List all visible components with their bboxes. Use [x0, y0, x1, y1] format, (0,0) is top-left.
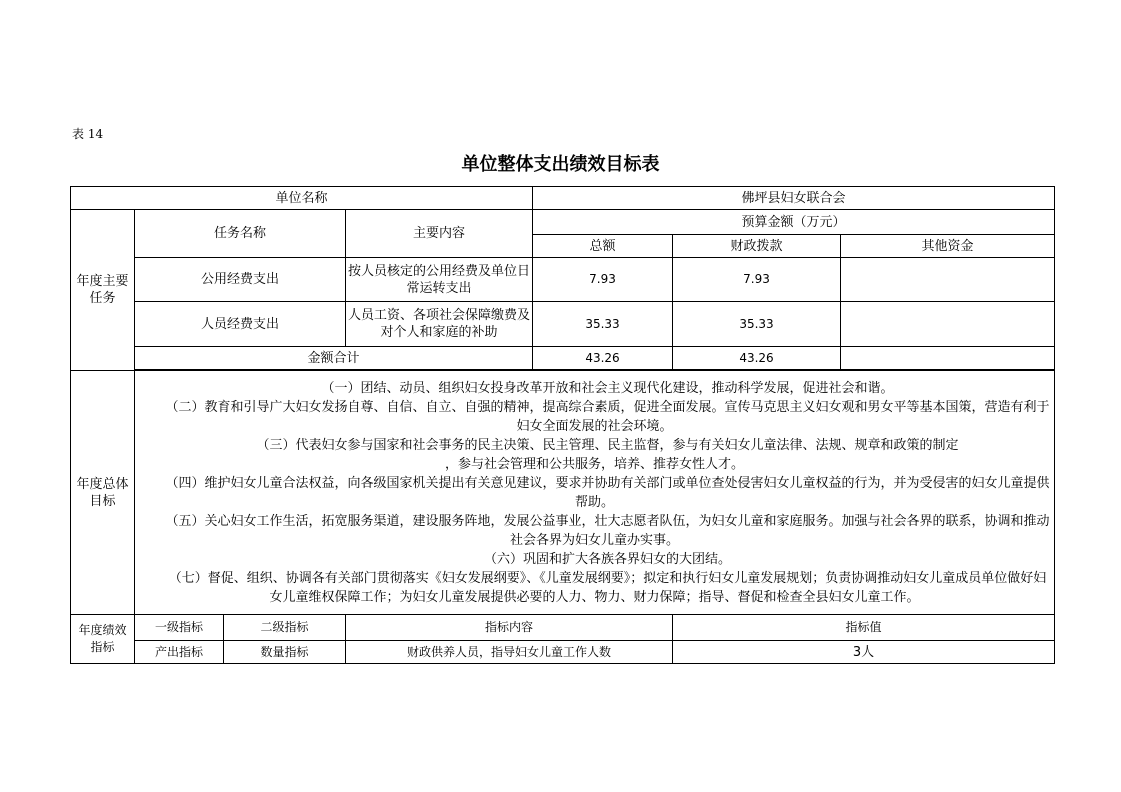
- sum-label: 金额合计: [135, 347, 533, 370]
- other-funds-header: 其他资金: [841, 235, 1055, 258]
- unit-name-label: 单位名称: [71, 187, 533, 210]
- task-fiscal-cell: 7.93: [673, 258, 841, 302]
- budget-header: 预算金额（万元）: [533, 210, 1055, 235]
- task-other-cell: [841, 302, 1055, 347]
- performance-target-table: [70, 186, 1055, 664]
- document-title: 单位整体支出绩效目标表: [461, 154, 660, 175]
- indicator-value-cell: 3人: [673, 641, 1055, 664]
- level2-header: 二级指标: [224, 615, 346, 641]
- sum-other: [841, 347, 1055, 370]
- main-content-header: 主要内容: [346, 210, 533, 258]
- goal-line: （四）维护妇女儿童合法权益，向各级国家机关提出有关意见建议，要求并协助有关部门或单位查处侵害妇女儿童权益的行为，并为受侵害的妇女儿童提供帮助。: [165, 475, 1050, 510]
- indicators-header-row: [71, 615, 1055, 641]
- sum-fiscal: 43.26: [673, 347, 841, 370]
- level2-cell: 数量指标: [224, 641, 346, 664]
- indicator-value-header: 指标值: [673, 615, 1055, 641]
- goal-line: （六）巩固和扩大各族各界妇女的大团结。: [484, 551, 732, 567]
- goal-line: （七）督促、组织、协调各有关部门贯彻落实《妇女发展纲要》、《儿童发展纲要》；拟定和执行妇女儿童发展规划；负责协调推动妇女儿童成员单位做好妇女儿童维权保障工作；为妇女儿童发展提供必要的人力、物力、财力保障；指导、督促和检查全县妇女儿童工作。: [168, 570, 1047, 605]
- table-number-label: 表 14: [72, 127, 104, 141]
- task-name-cell: 人员经费支出: [135, 302, 346, 347]
- task-total-cell: 7.93: [533, 258, 673, 302]
- annual-tasks-row-label: 年度主要任务: [71, 210, 135, 371]
- task-name-header: 任务名称: [135, 210, 346, 258]
- table-row: [71, 258, 1055, 302]
- goal-line: （二）教育和引导广大妇女发扬自尊、自信、自立、自强的精神，提高综合素质，促进全面发展。宣传马克思主义妇女观和男女平等基本国策，营造有利于妇女全面发展的社会环境。: [165, 399, 1050, 434]
- task-fiscal-cell: 35.33: [673, 302, 841, 347]
- sum-total: 43.26: [533, 347, 673, 370]
- level1-cell: 产出指标: [135, 641, 224, 664]
- unit-name-row: [71, 187, 1055, 210]
- task-name-cell: 公用经费支出: [135, 258, 346, 302]
- indicators-row-label: 年度绩效指标: [71, 615, 135, 664]
- annual-goals-cell: [135, 371, 1055, 615]
- total-header: 总额: [533, 235, 673, 258]
- goal-line: （五）关心妇女工作生活，拓宽服务渠道，建设服务阵地，发展公益事业，壮大志愿者队伍，为妇女儿童和家庭服务。加强与社会各界的联系，协调和推动社会各界为妇女儿童办实事。: [165, 513, 1050, 548]
- level1-header: 一级指标: [135, 615, 224, 641]
- fiscal-header: 财政拨款: [673, 235, 841, 258]
- sum-row: [71, 347, 1055, 370]
- tasks-header-row: [71, 210, 1055, 235]
- task-content-cell: 按人员核定的公用经费及单位日常运转支出: [346, 258, 533, 302]
- task-other-cell: [841, 258, 1055, 302]
- annual-goals-row-label: 年度总体目标: [71, 371, 135, 615]
- table-row: [71, 641, 1055, 664]
- table-row: [71, 302, 1055, 347]
- unit-name-value: 佛坪县妇女联合会: [533, 187, 1055, 210]
- task-total-cell: 35.33: [533, 302, 673, 347]
- goal-line: （三）代表妇女参与国家和社会事务的民主决策、民主管理、民主监督，参与有关妇女儿童法律、法规、规章和政策的制定: [256, 437, 959, 453]
- annual-goals-row: [71, 371, 1055, 615]
- goal-line: （一）团结、动员、组织妇女投身改革开放和社会主义现代化建设，推动科学发展，促进社会和谐。: [321, 380, 894, 396]
- indicator-content-cell: 财政供养人员，指导妇女儿童工作人数: [346, 641, 673, 664]
- task-content-cell: 人员工资、各项社会保障缴费及对个人和家庭的补助: [346, 302, 533, 347]
- indicator-content-header: 指标内容: [346, 615, 673, 641]
- goal-line: ，参与社会管理和公共服务，培养、推荐女性人才。: [445, 456, 745, 472]
